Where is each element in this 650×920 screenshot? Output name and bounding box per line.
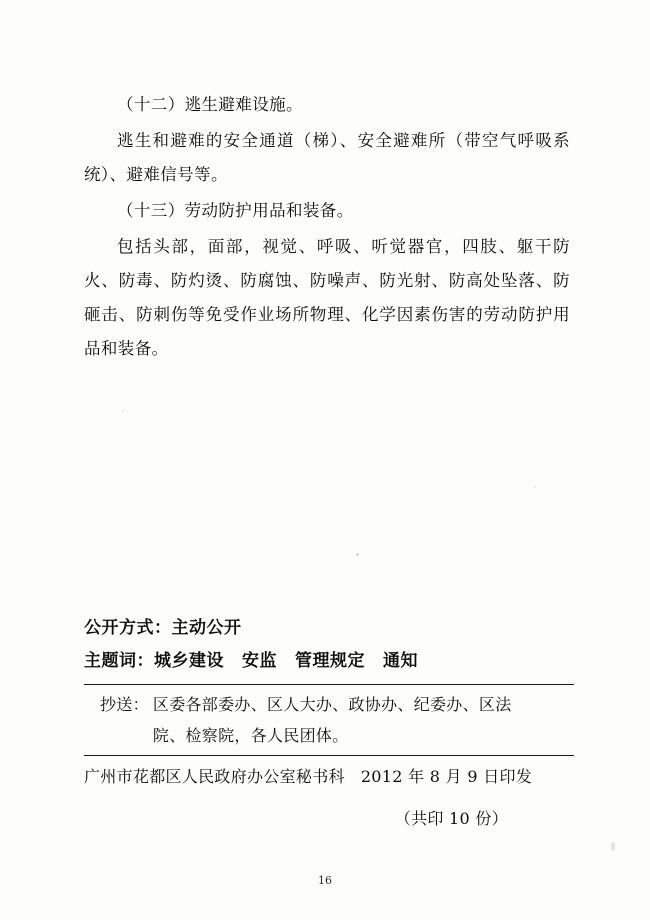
page-number: 16 (318, 874, 332, 887)
paper-speck (122, 410, 124, 412)
disclosure-label: 公开方式： (84, 618, 172, 638)
cc-block (84, 689, 574, 751)
keywords-label: 主题词： (84, 651, 154, 671)
disclosure-line (84, 612, 574, 645)
issue-date: 2012 年 8 月 9 日印发 (360, 767, 533, 786)
paper-speck (611, 842, 615, 851)
document-footer (84, 612, 574, 850)
keyword-item: 安监 (242, 651, 277, 671)
issuer-name: 广州市花都区人民政府办公室秘书科 (84, 767, 345, 786)
keywords-line (84, 645, 574, 678)
copies-count: （共印 10 份） (394, 809, 508, 828)
issuer-line (84, 762, 574, 792)
cc-body (149, 689, 574, 751)
paper-speck (534, 486, 536, 488)
document-body (84, 88, 570, 368)
divider-bottom (84, 755, 574, 756)
body-paragraph: （十二）逃生避难设施。 (117, 95, 303, 114)
keyword-item: 城乡建设 (154, 651, 224, 671)
divider-top (84, 684, 574, 685)
paper-speck (356, 553, 359, 556)
keyword-item: 通知 (383, 651, 418, 671)
body-paragraph: 逃生和避难的安全通道（梯）、安全避难所（带空气呼吸系统）、避难信号等。 (84, 131, 570, 184)
body-paragraph: 包括头部，面部，视觉、呼吸、听觉器官，四肢、躯干防火、防毒、防灼烫、防腐蚀、防噪声、防光射、防高处坠落、防砸击、防刺伤等免受作业场所物理、化学因素伤害的劳动防护用品和装备。 (84, 237, 570, 358)
disclosure-value: 主动公开 (171, 618, 242, 638)
cc-line: 区委各部委办、区人大办、政协办、纪委办、区法 (152, 695, 512, 714)
keyword-item: 管理规定 (295, 651, 365, 671)
cc-label: 抄送： (100, 695, 149, 714)
body-paragraph: （十三）劳动防护用品和装备。 (117, 201, 354, 220)
cc-line: 院、检察院，各人民团体。 (152, 726, 349, 745)
